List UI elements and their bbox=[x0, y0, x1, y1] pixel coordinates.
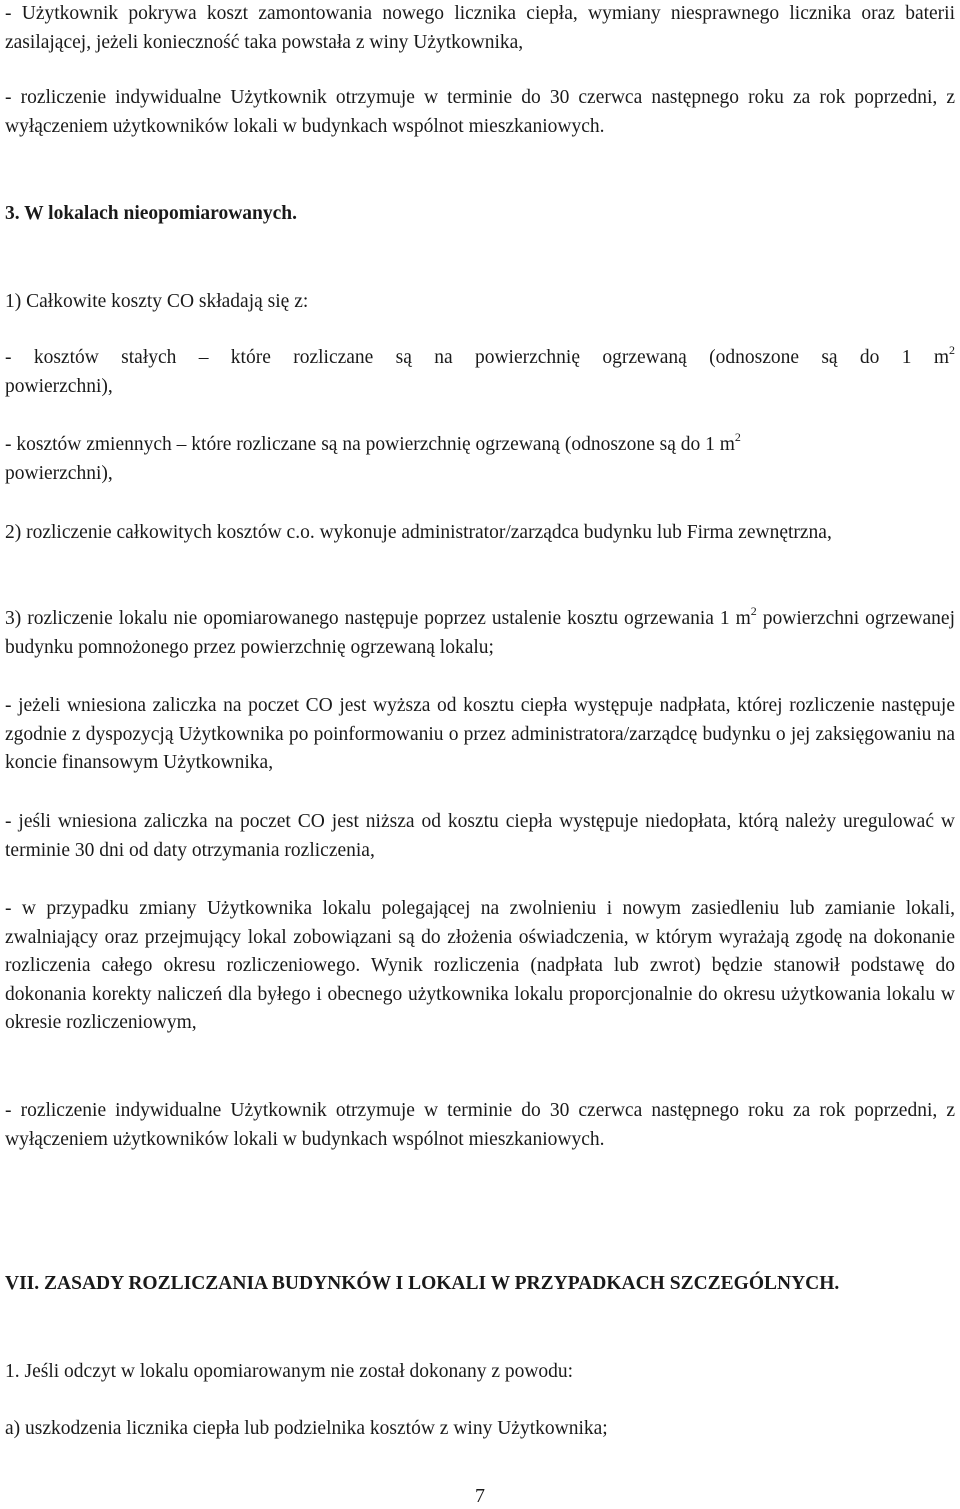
damaged-meter-item: a) uszkodzenia licznika ciepła lub podzielnika kosztów z winy Użytkownika; bbox=[5, 1418, 608, 1439]
section-7-heading: VII. ZASADY ROZLICZANIA BUDYNKÓW I LOKALI W PRZYPADKACH SZCZEGÓLNYCH. bbox=[5, 1273, 840, 1294]
settlement-executor-item: 2) rozliczenie całkowitych kosztów c.o. wykonuje administrator/zarządca budynku lub Firma zewnętrzna, bbox=[5, 522, 832, 543]
unmetered-settlement-item bbox=[5, 605, 955, 662]
individual-settlement-paragraph: - rozliczenie indywidualne Użytkownik otrzymuje w terminie do 30 czerwca następnego roku za rok poprzedni, z wyłączeniem użytkowników lokali w budynkach wspólnot mieszkaniowych. bbox=[5, 87, 955, 137]
overpayment-paragraph: - jeżeli wniesiona zaliczka na poczet CO jest wyższa od kosztu ciepła występuje nadpłata, której rozliczenie następuje zgodnie z dyspozycją Użytkownika po poinformowaniu o przez administratora/zarządcę budynku o jej zaksięgowaniu na koncie finansowym Użytkownika, bbox=[5, 695, 955, 773]
section-3-heading: 3. W lokalach nieopomiarowanych. bbox=[5, 203, 298, 224]
fixed-costs-tail: powierzchni), bbox=[5, 375, 113, 397]
fixed-costs-text: - kosztów stałych – które rozliczane są na powierzchnię ogrzewaną (odnoszone są do 1 m bbox=[5, 347, 949, 368]
square-superscript: 2 bbox=[949, 342, 955, 357]
variable-costs-tail: powierzchni), bbox=[5, 462, 113, 484]
total-costs-item: 1) Całkowite koszty CO składają się z: bbox=[5, 291, 309, 312]
unmetered-text-before: 3) rozliczenie lokalu nie opomiarowanego następuje poprzez ustalenie kosztu ogrzewania 1 m bbox=[5, 608, 751, 629]
fixed-costs-paragraph bbox=[5, 344, 955, 401]
variable-costs-paragraph bbox=[5, 431, 955, 488]
unmetered-text-after: powierzchni ogrzewanej budynku pomnożonego przez powierzchnię ogrzewaną lokalu; bbox=[5, 608, 955, 658]
underpayment-paragraph: - jeśli wniesiona zaliczka na poczet CO jest niższa od kosztu ciepła występuje niedopłata, którą należy uregulować w terminie 30 dni od daty otrzymania rozliczenia, bbox=[5, 811, 955, 861]
square-superscript: 2 bbox=[750, 603, 757, 618]
page-number: 7 bbox=[475, 1485, 485, 1507]
variable-costs-line bbox=[5, 431, 955, 460]
individual-settlement-paragraph-2: - rozliczenie indywidualne Użytkownik otrzymuje w terminie do 30 czerwca następnego roku za rok poprzedni, z wyłączeniem użytkowników lokali w budynkach wspólnot mieszkaniowych. bbox=[5, 1100, 955, 1150]
unread-meter-item: 1. Jeśli odczyt w lokalu opomiarowanym nie został dokonany z powodu: bbox=[5, 1361, 574, 1382]
variable-costs-text: - kosztów zmiennych – które rozliczane są na powierzchnię ogrzewaną (odnoszone są do 1 m bbox=[5, 434, 735, 455]
meter-replacement-cost-paragraph: - Użytkownik pokrywa koszt zamontowania nowego licznika ciepła, wymiany niesprawnego licznika oraz baterii zasilającej, jeżeli konieczność taka powstała z winy Użytkownika, bbox=[5, 3, 955, 53]
square-superscript: 2 bbox=[734, 429, 741, 444]
user-change-paragraph: - w przypadku zmiany Użytkownika lokalu polegającej na zwolnieniu i nowym zasiedleniu lub zamianie lokali, zwalniający oraz przejmujący lokal zobowiązani są do złożenia oświadczenia, w którym wyrażają zgodę na dokonanie rozliczenia całego okresu rozliczeniowego. Wynik rozliczenia (nadpłata lub zwrot) będzie stanowił podstawę do dokonania korekty naliczeń dla byłego i obecnego użytkownika lokalu proporcjonalnie do okresu użytkowania lokalu w okresie rozliczeniowym, bbox=[5, 898, 955, 1033]
fixed-costs-line bbox=[5, 344, 955, 373]
